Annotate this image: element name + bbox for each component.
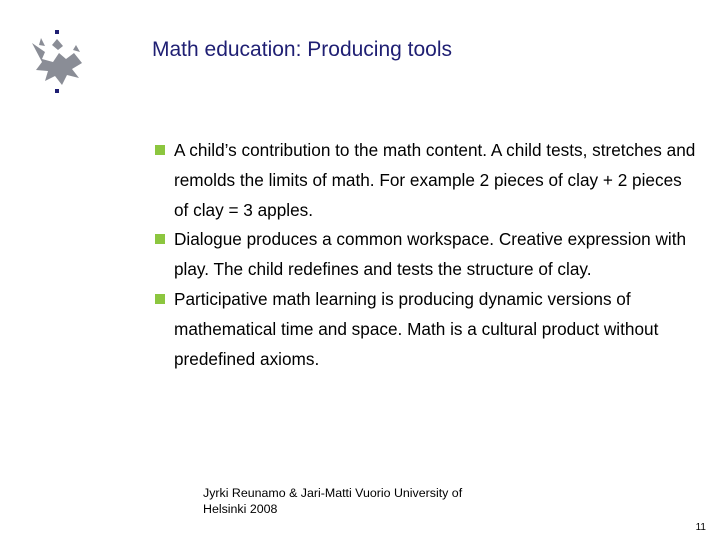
bullet-text: Participative math learning is producing dynamic versions of mathematical time and space. Math is a cultural product without predefined axioms. — [174, 288, 659, 369]
square-bullet-icon — [155, 234, 165, 244]
bullet-text: A child’s contribution to the math content. A child tests, stretches and remolds the limits of math. For example 2 pieces of clay + 2 pieces of clay = 3 apples. — [174, 140, 696, 220]
square-bullet-icon — [155, 294, 165, 304]
footer-credit: Jyrki Reunamo & Jari-Matti Vuorio University of Helsinki 2008 — [203, 486, 463, 516]
slide-title: Math education: Producing tools — [152, 38, 453, 61]
bullet-list — [155, 136, 700, 374]
university-logo-icon — [24, 28, 94, 98]
bullet-item — [155, 285, 700, 374]
page-number: 11 — [695, 522, 706, 533]
square-bullet-icon — [155, 145, 165, 155]
bullet-item — [155, 136, 700, 225]
bullet-text: Dialogue produces a common workspace. Creative expression with play. The child redefines and tests the structure of clay. — [174, 229, 687, 280]
bullet-item — [155, 225, 700, 285]
